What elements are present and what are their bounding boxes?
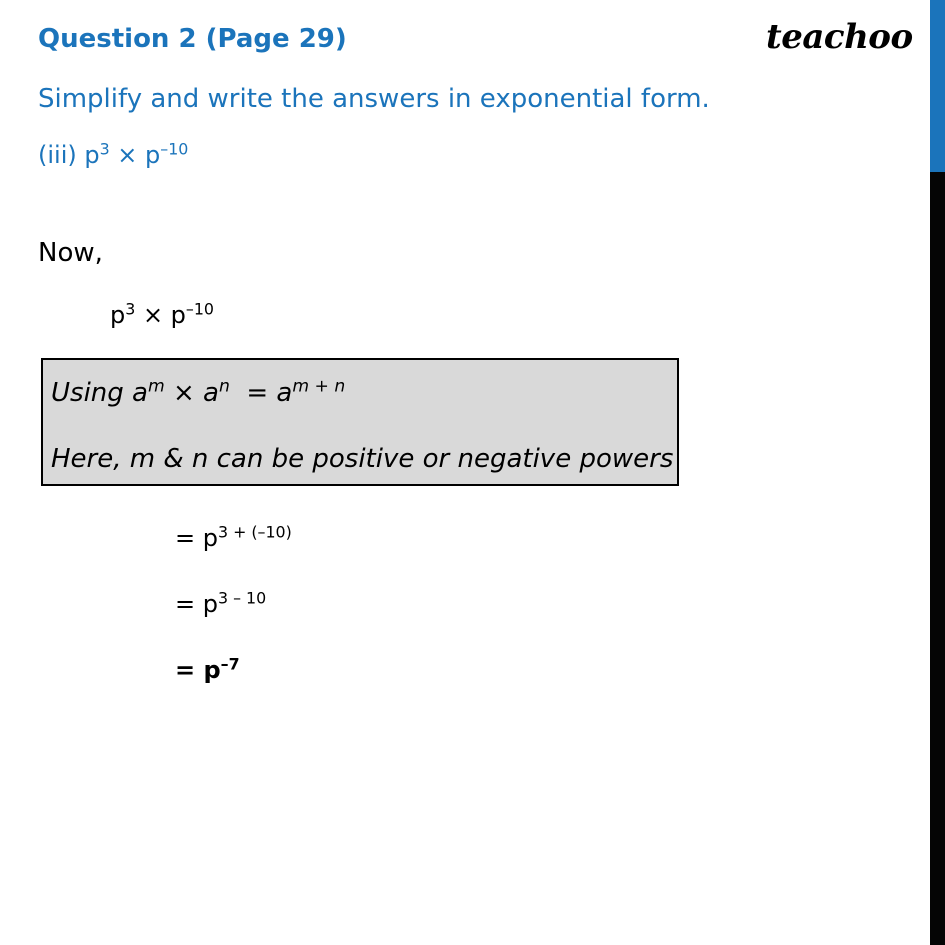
part-exp-1: 3 — [99, 139, 110, 159]
question-instruction: Simplify and write the answers in exponential form. — [38, 84, 710, 114]
solution-final-answer — [175, 656, 240, 684]
rule-eq: = a — [229, 378, 293, 408]
expr-exp-1: 3 — [125, 299, 136, 319]
solution-expression — [110, 301, 214, 329]
step-1-exponent: 3 + (–10) — [217, 522, 292, 542]
step-1-prefix: = p — [175, 524, 218, 552]
rule-mid: × a — [164, 378, 219, 408]
step-2-prefix: = p — [175, 590, 218, 618]
expr-exp-2: –10 — [185, 299, 214, 319]
expr-base: p — [110, 301, 126, 329]
rule-exp-m: m — [147, 376, 165, 397]
solution-step-2 — [175, 590, 266, 618]
part-label: (iii) p — [38, 141, 100, 169]
rule-prefix: Using a — [51, 378, 148, 408]
side-scroll-thumb[interactable] — [930, 0, 945, 172]
rule-exp-n: n — [218, 376, 230, 397]
part-exp-2: –10 — [160, 139, 189, 159]
part-mid: × p — [109, 141, 161, 169]
question-part — [38, 141, 188, 169]
formula-note: Here, m & n can be positive or negative powers — [51, 444, 674, 474]
step-3-exponent: –7 — [220, 654, 240, 674]
question-title: Question 2 (Page 29) — [38, 24, 347, 54]
solution-step-1 — [175, 524, 292, 552]
step-2-exponent: 3 – 10 — [217, 588, 267, 608]
teachoo-logo: teachoo — [766, 17, 913, 57]
rule-exp-sum: m + n — [292, 376, 346, 397]
formula-rule — [51, 378, 345, 408]
solution-intro: Now, — [38, 238, 103, 268]
step-3-prefix: = p — [175, 656, 221, 684]
expr-mid: × p — [135, 301, 186, 329]
